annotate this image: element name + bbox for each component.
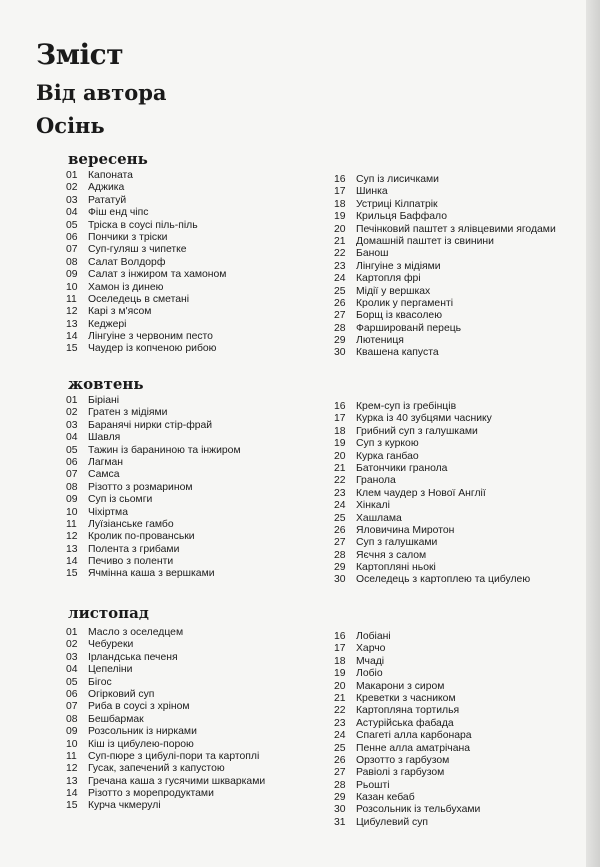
- entry-number: 18: [334, 425, 346, 437]
- entry-number: 23: [334, 717, 346, 729]
- toc-entry: [334, 236, 556, 248]
- entry-title: Яєчня з салом: [356, 549, 427, 561]
- entry-title: Ірландська печеня: [88, 651, 178, 663]
- entry-title: Салат з інжиром та хамоном: [88, 269, 227, 281]
- entry-number: 12: [66, 306, 78, 318]
- toc-entry: [334, 261, 556, 273]
- toc-entry: [66, 652, 265, 664]
- toc-entry: [66, 319, 226, 331]
- entry-title: Гусак, запечений з капустою: [88, 763, 225, 775]
- toc-entry: [66, 689, 265, 701]
- recipe-list-left: [66, 170, 226, 356]
- entry-title: Спагеті алла карбонара: [356, 730, 472, 742]
- toc-entry: [66, 182, 226, 194]
- toc-entry: [334, 513, 530, 525]
- toc-entry: [334, 525, 530, 537]
- entry-title: Самса: [88, 469, 120, 481]
- entry-title: Суп-пюре з цибулі-пори та картоплі: [88, 750, 260, 762]
- toc-entry: [334, 413, 530, 425]
- entry-number: 15: [66, 568, 78, 580]
- toc-entry: [66, 664, 265, 676]
- toc-entry: [334, 463, 530, 475]
- toc-entry: [334, 347, 556, 359]
- entry-title: Лютениця: [356, 335, 404, 347]
- entry-title: Огірковий суп: [88, 688, 155, 700]
- month-heading: вересень: [68, 150, 148, 168]
- entry-title: Харчо: [356, 643, 386, 655]
- entry-number: 09: [66, 726, 78, 738]
- entry-number: 30: [334, 574, 346, 586]
- entry-title: Лобіані: [356, 631, 391, 642]
- entry-title: Гратен з мідіями: [88, 407, 168, 419]
- toc-entry: [66, 751, 265, 763]
- entry-number: 06: [66, 231, 78, 243]
- entry-number: 20: [334, 450, 346, 462]
- entry-title: Гранола: [356, 475, 396, 487]
- entry-title: Мідії у вершках: [356, 285, 431, 297]
- entry-number: 07: [66, 244, 78, 256]
- entry-number: 21: [334, 235, 346, 247]
- entry-title: Оселедець в сметані: [88, 293, 190, 305]
- recipe-list-left: [66, 627, 265, 813]
- toc-entry: [66, 457, 241, 469]
- entry-title: Орзотто з гарбузом: [356, 754, 450, 766]
- toc-entry: [66, 531, 241, 543]
- entry-title: Шинка: [356, 186, 388, 198]
- toc-entry: [334, 199, 556, 211]
- toc-entry: [66, 788, 265, 800]
- entry-title: Суп-гуляш з чипетке: [88, 244, 187, 256]
- entry-number: 25: [334, 512, 346, 524]
- entry-number: 02: [66, 407, 78, 419]
- entry-number: 30: [334, 347, 346, 359]
- toc-entry: [334, 273, 556, 285]
- entry-title: Полента з грибами: [88, 543, 180, 555]
- entry-number: 22: [334, 705, 346, 717]
- entry-title: Картопляні ньокі: [356, 562, 436, 574]
- entry-number: 02: [66, 639, 78, 651]
- entry-number: 14: [66, 331, 78, 343]
- toc-entry: [334, 298, 556, 310]
- entry-title: Оселедець з картоплею та цибулею: [356, 574, 531, 586]
- entry-title: Макарони з сиром: [356, 680, 445, 692]
- entry-title: Рататуй: [88, 194, 127, 206]
- entry-number: 13: [66, 318, 78, 330]
- entry-number: 07: [66, 701, 78, 713]
- entry-number: 12: [66, 531, 78, 543]
- entry-number: 10: [66, 281, 78, 293]
- entry-number: 04: [66, 432, 78, 444]
- entry-title: Кролик по-прованськи: [88, 531, 195, 543]
- page-edge: [586, 0, 600, 867]
- entry-number: 03: [66, 651, 78, 663]
- entry-title: Лінгуіне з червоним песто: [88, 331, 213, 343]
- toc-entry: [334, 537, 530, 549]
- entry-number: 29: [334, 335, 346, 347]
- entry-title: Лагман: [88, 456, 124, 468]
- entry-title: Курка ганбао: [356, 450, 419, 462]
- entry-number: 24: [334, 500, 346, 512]
- entry-number: 05: [66, 676, 78, 688]
- entry-title: Чіхіртма: [88, 506, 128, 518]
- toc-entry: [66, 343, 226, 355]
- toc-entry: [66, 432, 241, 444]
- entry-number: 24: [334, 273, 346, 285]
- entry-title: Фаршированй перець: [356, 322, 462, 334]
- toc-entry: [66, 331, 226, 343]
- entry-number: 16: [334, 401, 346, 412]
- entry-number: 18: [334, 655, 346, 667]
- entry-number: 09: [66, 494, 78, 506]
- entry-number: 16: [334, 174, 346, 185]
- entry-number: 19: [334, 438, 346, 450]
- toc-entry: [66, 677, 265, 689]
- entry-title: Розсольник із тельбухами: [356, 804, 481, 816]
- recipe-list-right: [334, 174, 556, 360]
- entry-number: 27: [334, 537, 346, 549]
- entry-title: Кіш із цибулею-порою: [88, 738, 194, 750]
- toc-entry: [66, 507, 241, 519]
- entry-title: Кеджері: [88, 318, 127, 330]
- page-title: Зміст: [36, 38, 124, 71]
- toc-entry: [334, 804, 480, 816]
- month-heading: жовтень: [68, 375, 144, 393]
- entry-number: 11: [66, 750, 77, 762]
- toc-entry: [334, 475, 530, 487]
- entry-number: 01: [66, 395, 78, 406]
- entry-title: Курча чкмерулі: [88, 800, 161, 812]
- recipe-list-left: [66, 395, 241, 581]
- toc-entry: [334, 248, 556, 260]
- entry-number: 14: [66, 788, 78, 800]
- entry-number: 12: [66, 763, 78, 775]
- entry-title: Тріска в соусі піль-піль: [88, 219, 198, 231]
- entry-title: Суп з куркою: [356, 438, 419, 450]
- entry-number: 23: [334, 487, 346, 499]
- entry-number: 08: [66, 713, 78, 725]
- entry-title: Картопляна тортилья: [356, 705, 460, 717]
- toc-entry: [66, 269, 226, 281]
- entry-number: 13: [66, 775, 78, 787]
- entry-number: 28: [334, 549, 346, 561]
- entry-title: Креветки з часником: [356, 692, 456, 704]
- entry-number: 03: [66, 419, 78, 431]
- toc-entry: [334, 730, 480, 742]
- entry-number: 21: [334, 692, 346, 704]
- entry-number: 13: [66, 543, 78, 555]
- toc-entry: [334, 211, 556, 223]
- entry-title: Квашена капуста: [356, 347, 439, 359]
- toc-entry: [334, 451, 530, 463]
- entry-title: Салат Волдорф: [88, 256, 166, 268]
- entry-number: 04: [66, 207, 78, 219]
- entry-number: 15: [66, 343, 78, 355]
- entry-title: Печінковий паштет з ялівцевими ягодами: [356, 223, 556, 235]
- toc-entry: [66, 294, 226, 306]
- toc-entry: [334, 693, 480, 705]
- toc-entry: [66, 519, 241, 531]
- entry-title: Печиво з поленти: [88, 556, 174, 568]
- toc-entry: [334, 426, 530, 438]
- toc-entry: [334, 438, 530, 450]
- entry-title: Капоната: [88, 170, 133, 181]
- toc-entry: [334, 780, 480, 792]
- entry-title: Крильця Баффало: [356, 211, 448, 223]
- toc-entry: [66, 395, 241, 407]
- entry-number: 10: [66, 738, 78, 750]
- entry-title: Чебуреки: [88, 639, 134, 651]
- entry-title: Грибний суп з галушками: [356, 425, 478, 437]
- entry-number: 29: [334, 792, 346, 804]
- entry-number: 08: [66, 481, 78, 493]
- entry-number: 26: [334, 524, 346, 536]
- toc-entry: [66, 639, 265, 651]
- toc-entry: [334, 488, 530, 500]
- entry-title: Карі з м'ясом: [88, 306, 152, 318]
- toc-entry: [334, 668, 480, 680]
- entry-number: 24: [334, 730, 346, 742]
- entry-number: 31: [334, 816, 346, 828]
- entry-title: Суп із лисичками: [356, 174, 439, 185]
- entry-title: Різотто з розмарином: [88, 481, 193, 493]
- toc-entry: [334, 656, 480, 668]
- entry-title: Устриці Кілпатрік: [356, 198, 438, 210]
- toc-entry: [334, 500, 530, 512]
- toc-entry: [66, 282, 226, 294]
- entry-title: Цибулевий суп: [356, 816, 429, 828]
- toc-entry: [334, 174, 556, 186]
- entry-number: 06: [66, 456, 78, 468]
- entry-title: Курка із 40 зубцями часнику: [356, 413, 492, 425]
- entry-number: 15: [66, 800, 78, 812]
- toc-entry: [334, 224, 556, 236]
- entry-title: Рьошті: [356, 779, 390, 791]
- entry-title: Лінгуіне з мідіями: [356, 260, 441, 272]
- entry-title: Яловичина Миротон: [356, 524, 455, 536]
- entry-number: 02: [66, 182, 78, 194]
- entry-number: 22: [334, 475, 346, 487]
- recipe-list-right: [334, 631, 480, 829]
- entry-title: Хамон із динею: [88, 281, 164, 293]
- entry-number: 20: [334, 680, 346, 692]
- toc-entry: [334, 705, 480, 717]
- entry-number: 09: [66, 269, 78, 281]
- entry-title: Аджика: [88, 182, 125, 194]
- entry-number: 08: [66, 256, 78, 268]
- entry-title: Шавля: [88, 432, 121, 444]
- toc-entry: [66, 701, 265, 713]
- entry-title: Мчаді: [356, 655, 385, 667]
- toc-entry: [66, 726, 265, 738]
- entry-number: 27: [334, 767, 346, 779]
- entry-title: Пончики з тріски: [88, 231, 168, 243]
- toc-entry: [66, 627, 265, 639]
- toc-entry: [66, 568, 241, 580]
- author-note-heading: Від автора: [36, 80, 167, 105]
- entry-title: Цепеліни: [88, 664, 133, 676]
- entry-number: 23: [334, 260, 346, 272]
- toc-entry: [66, 800, 265, 812]
- toc-entry: [334, 186, 556, 198]
- toc-entry: [66, 482, 241, 494]
- entry-title: Батончики гранола: [356, 462, 448, 474]
- entry-title: Казан кебаб: [356, 792, 415, 804]
- toc-entry: [334, 718, 480, 730]
- entry-title: Хашлама: [356, 512, 402, 524]
- toc-entry: [66, 739, 265, 751]
- entry-number: 28: [334, 322, 346, 334]
- entry-title: Гречана каша з гусячими шкварками: [88, 775, 266, 787]
- entry-number: 06: [66, 688, 78, 700]
- entry-title: Кролик у пергаменті: [356, 297, 454, 309]
- toc-entry: [66, 776, 265, 788]
- entry-number: 22: [334, 248, 346, 260]
- entry-number: 25: [334, 285, 346, 297]
- toc-entry: [66, 714, 265, 726]
- entry-number: 17: [334, 186, 346, 198]
- toc-entry: [66, 257, 226, 269]
- entry-number: 07: [66, 469, 78, 481]
- toc-entry: [66, 170, 226, 182]
- entry-title: Пенне алла аматрічана: [356, 742, 470, 754]
- entry-number: 29: [334, 562, 346, 574]
- toc-entry: [66, 445, 241, 457]
- entry-number: 04: [66, 664, 78, 676]
- toc-entry: [66, 469, 241, 481]
- toc-entry: [334, 335, 556, 347]
- toc-entry: [334, 562, 530, 574]
- entry-number: 20: [334, 223, 346, 235]
- entry-number: 17: [334, 413, 346, 425]
- entry-number: 11: [66, 293, 77, 305]
- entry-number: 05: [66, 219, 78, 231]
- entry-title: Клем чаудер з Нової Англії: [356, 487, 486, 499]
- entry-title: Риба в соусі з хріном: [88, 701, 190, 713]
- entry-title: Фіш енд чіпс: [88, 207, 149, 219]
- toc-entry: [66, 556, 241, 568]
- toc-entry: [66, 763, 265, 775]
- entry-title: Ячмінна каша з вершками: [88, 568, 215, 580]
- entry-title: Картопля фрі: [356, 273, 421, 285]
- toc-entry: [66, 306, 226, 318]
- toc-entry: [334, 401, 530, 413]
- toc-entry: [334, 743, 480, 755]
- month-heading: листопад: [68, 604, 149, 622]
- entry-number: 11: [66, 518, 77, 530]
- entry-title: Лобіо: [356, 668, 383, 680]
- entry-number: 21: [334, 462, 346, 474]
- entry-title: Равіолі з гарбузом: [356, 767, 445, 779]
- toc-entry: [334, 310, 556, 322]
- entry-title: Луїзіанське гамбо: [88, 518, 174, 530]
- entry-title: Крем-суп із гребінців: [356, 401, 457, 412]
- entry-number: 16: [334, 631, 346, 642]
- toc-entry: [334, 767, 480, 779]
- entry-title: Масло з оселедцем: [88, 627, 184, 638]
- entry-number: 19: [334, 211, 346, 223]
- entry-number: 17: [334, 643, 346, 655]
- toc-entry: [66, 232, 226, 244]
- entry-title: Бешбармак: [88, 713, 144, 725]
- entry-title: Суп з галушками: [356, 537, 438, 549]
- entry-number: 01: [66, 170, 78, 181]
- toc-entry: [334, 550, 530, 562]
- toc-entry: [334, 817, 480, 829]
- toc-entry: [334, 286, 556, 298]
- toc-entry: [66, 420, 241, 432]
- toc-entry: [66, 244, 226, 256]
- toc-entry: [334, 631, 480, 643]
- entry-number: 18: [334, 198, 346, 210]
- entry-title: Біріані: [88, 395, 120, 406]
- entry-number: 27: [334, 310, 346, 322]
- entry-number: 26: [334, 297, 346, 309]
- entry-number: 26: [334, 754, 346, 766]
- entry-title: Різотто з морепродуктами: [88, 788, 214, 800]
- entry-title: Тажин із бараниною та інжиром: [88, 444, 241, 456]
- toc-entry: [334, 643, 480, 655]
- toc-entry: [334, 574, 530, 586]
- recipe-list-right: [334, 401, 530, 587]
- toc-entry: [334, 792, 480, 804]
- toc-entry: [66, 207, 226, 219]
- entry-number: 03: [66, 194, 78, 206]
- entry-number: 05: [66, 444, 78, 456]
- entry-title: Банош: [356, 248, 389, 260]
- toc-entry: [66, 544, 241, 556]
- entry-title: Суп із сьомги: [88, 494, 153, 506]
- entry-title: Розсольник із нирками: [88, 726, 197, 738]
- entry-number: 14: [66, 556, 78, 568]
- entry-number: 28: [334, 779, 346, 791]
- toc-entry: [66, 195, 226, 207]
- entry-title: Хінкалі: [356, 500, 390, 512]
- entry-number: 30: [334, 804, 346, 816]
- entry-number: 01: [66, 627, 78, 638]
- entry-title: Астурійська фабада: [356, 717, 454, 729]
- entry-title: Бігос: [88, 676, 112, 688]
- toc-entry: [334, 755, 480, 767]
- entry-title: Баранячі нирки стір-фрай: [88, 419, 213, 431]
- entry-title: Домашній паштет із свинини: [356, 235, 494, 247]
- entry-number: 10: [66, 506, 78, 518]
- toc-entry: [334, 323, 556, 335]
- toc-entry: [66, 407, 241, 419]
- entry-title: Борщ із квасолею: [356, 310, 442, 322]
- entry-number: 25: [334, 742, 346, 754]
- toc-entry: [66, 494, 241, 506]
- toc-entry: [66, 220, 226, 232]
- season-heading: Осінь: [36, 113, 105, 138]
- toc-entry: [334, 681, 480, 693]
- entry-title: Чаудер із копченою рибою: [88, 343, 217, 355]
- entry-number: 19: [334, 668, 346, 680]
